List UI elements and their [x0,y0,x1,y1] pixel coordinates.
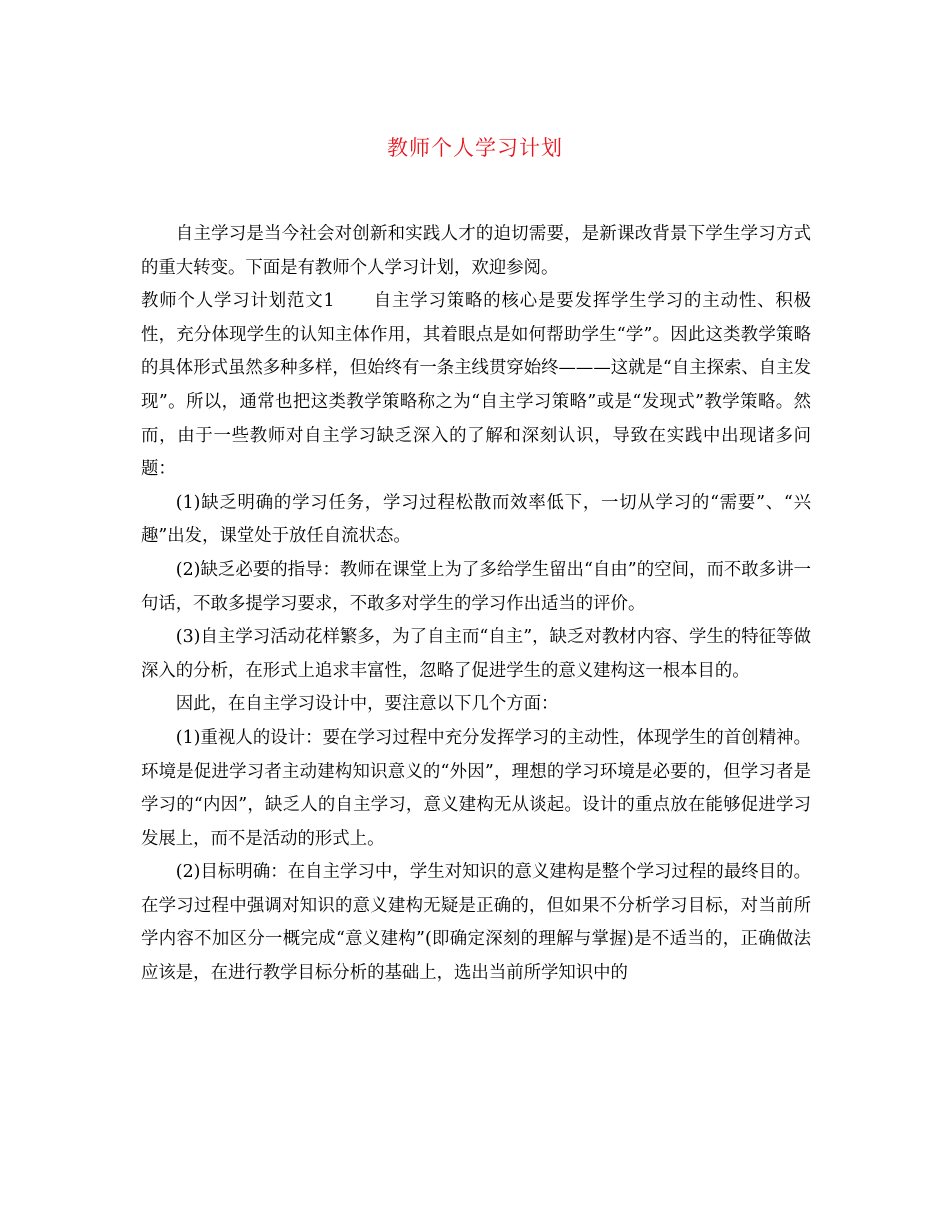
section-paragraph [141,285,811,487]
section-heading: 教师个人学习计划范文1 [141,291,335,312]
problem-item: (2)缺乏必要的指导：教师在课堂上为了多给学生留出“自由”的空间，而不敢多讲一句话，不敢多提学习要求，不敢多对学生的学习作出适当的评价。 [141,559,811,614]
aspect-item: (2)目标明确：在自主学习中，学生对知识的意义建构是整个学习过程的最终目的。在学习过程中强调对知识的意义建构无疑是正确的，但如果不分析学习目标，对当前所学内容不加区分一概完成“意义建构”(即确定深刻的理解与掌握)是不适当的，正确做法应该是，在进行教学目标分析的基础上，选出当前所学知识中的 [141,862,811,984]
problem-item: (3)自主学习活动花样繁多，为了自主而“自主”，缺乏对教材内容、学生的特征等做深入的分析，在形式上追求丰富性，忽略了促进学生的意义建构这一根本目的。 [141,627,811,681]
section-text: 自主学习策略的核心是要发挥学生学习的主动性、积极性，充分体现学生的认知主体作用，其着眼点是如何帮助学生“学”。因此这类教学策略的具体形式虽然多种多样，但始终有一条主线贯穿始终———这就是“自主探索、自主发现”。所以，通常也把这类教学策略称之为“自主学习策略”或是“发现式”教学策略。然而，由于一些教师对自主学习缺乏深入的了解和深刻认识，导致在实践中出现诸多问题： [141,291,811,480]
lead-in-paragraph: 因此，在自主学习设计中，要注意以下几个方面： [175,694,559,715]
document-body [141,218,811,991]
document-title: 教师个人学习计划 [387,136,563,160]
aspect-item: (1)重视人的设计：要在学习过程中充分发挥学习的主动性，体现学生的首创精神。环境是促进学习者主动建构知识意义的“外因”，理想的学习环境是必要的，但学习者是学习的“内因”，缺乏人的自主学习，意义建构无从谈起。设计的重点放在能够促进学习发展上，而不是活动的形式上。 [141,727,811,849]
problem-item: (1)缺乏明确的学习任务，学习过程松散而效率低下，一切从学习的“需要”、“兴趣”出发，课堂处于放任自流状态。 [141,492,811,547]
intro-paragraph: 自主学习是当今社会对创新和实践人才的迫切需要，是新课改背景下学生学习方式的重大转变。下面是有教师个人学习计划，欢迎参阅。 [141,224,811,278]
